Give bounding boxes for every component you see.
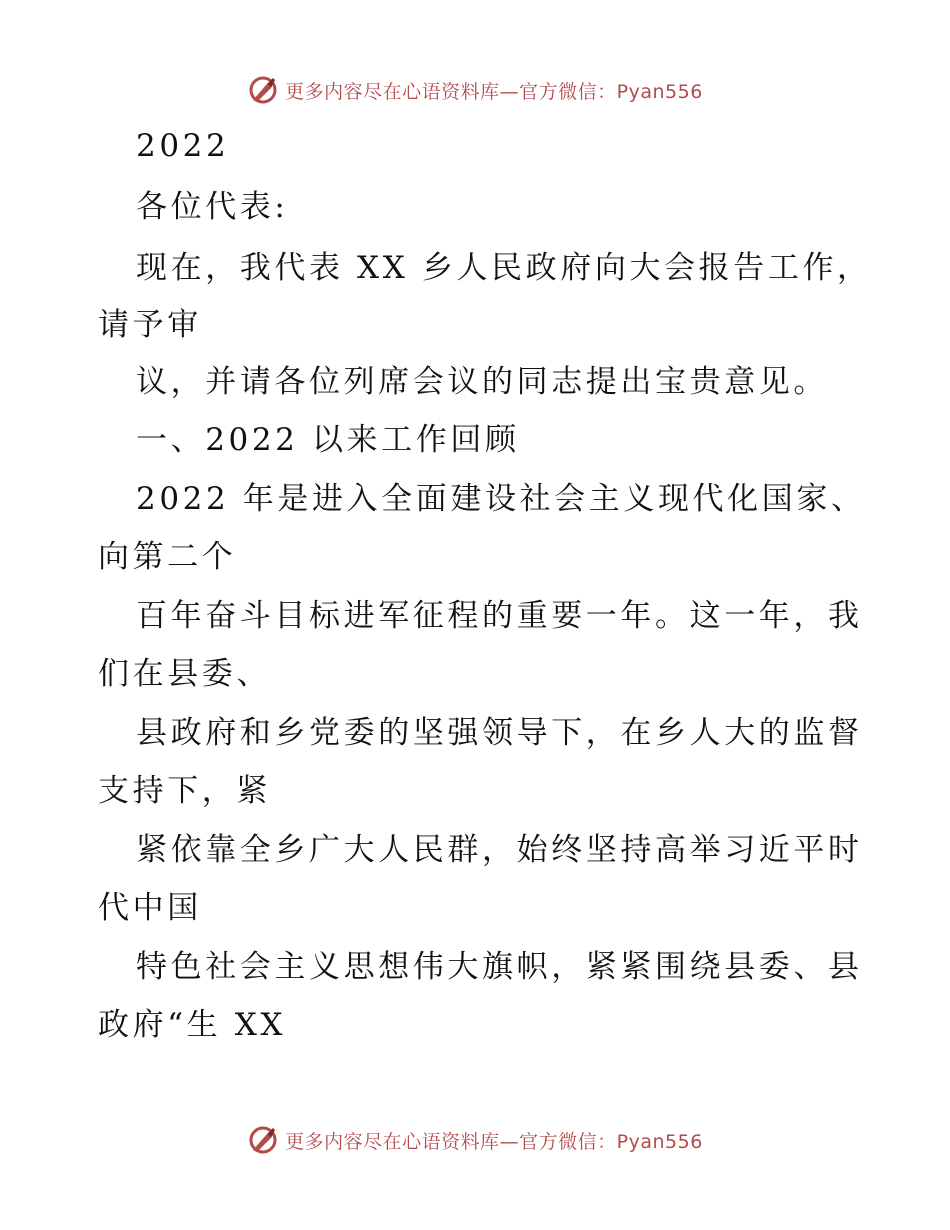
watermark-text: 更多内容尽在心语资料库—官方微信：Pyan556	[285, 80, 703, 103]
doc-line: 特色社会主义思想伟大旗帜，紧紧围绕县委、县	[136, 949, 863, 985]
doc-line: 现在，我代表 XX 乡人民政府向大会报告工作，	[136, 250, 872, 286]
doc-line: 代中国	[98, 890, 202, 926]
footer-watermark	[0, 1120, 950, 1160]
doc-line: 议，并请各位列席会议的同志提出宝贵意见。	[136, 364, 828, 400]
doc-line: 2022 年是进入全面建设社会主义现代化国家、	[136, 481, 866, 517]
doc-line: 2022	[136, 128, 230, 164]
watermark-text: 更多内容尽在心语资料库—官方微信：Pyan556	[285, 1130, 703, 1153]
doc-line: 支持下，紧	[98, 773, 271, 809]
doc-line: 一、2022 以来工作回顾	[136, 422, 520, 458]
doc-line: 向第二个	[98, 539, 237, 575]
doc-line: 政府“生 XX	[98, 1007, 287, 1043]
pen-in-circle-icon	[247, 74, 279, 106]
header-watermark	[0, 70, 950, 110]
doc-line: 各位代表:	[136, 189, 289, 225]
doc-line: 百年奋斗目标进军征程的重要一年。这一年，我	[136, 598, 863, 634]
doc-line: 们在县委、	[98, 656, 271, 692]
doc-line: 紧依靠全乡广大人民群，始终坚持高举习近平时	[136, 832, 863, 868]
pen-in-circle-icon	[247, 1124, 279, 1156]
doc-line: 请予审	[98, 307, 202, 343]
doc-line: 县政府和乡党委的坚强领导下，在乡人大的监督	[136, 715, 863, 751]
